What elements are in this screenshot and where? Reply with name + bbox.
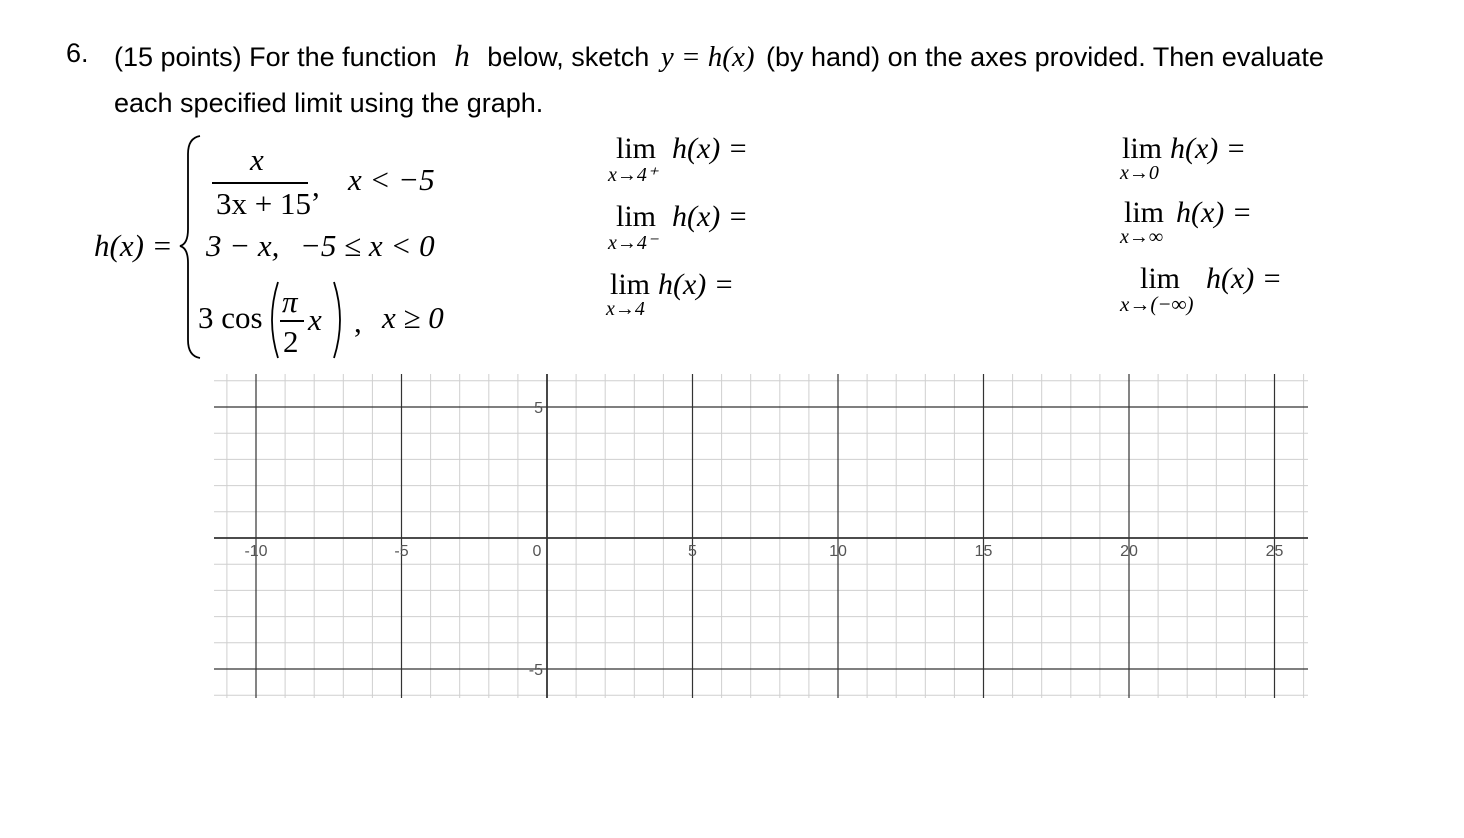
limit-2-expr: h(x) = <box>672 200 749 233</box>
limit-2-sub: x→4⁻ <box>608 232 658 254</box>
limit-6-lim: lim <box>1140 262 1181 295</box>
limit-4-sub: x→0 <box>1120 162 1159 184</box>
x-tick-label: 20 <box>1120 543 1138 560</box>
limit-2-lim: lim <box>616 200 657 233</box>
case2-condition: −5 ≤ x < 0 <box>300 228 435 263</box>
x-tick-label: 25 <box>1265 543 1284 560</box>
function-name: h <box>454 38 470 73</box>
limit-6-sub: x→(−∞) <box>1120 292 1194 316</box>
piecewise-lhs: h(x) = <box>94 228 173 263</box>
equation: y = h(x) <box>660 41 755 73</box>
case3-x: x <box>308 302 322 337</box>
case3-two: 2 <box>283 324 299 359</box>
case1-condition: x < −5 <box>348 162 435 197</box>
limit-1-lim: lim <box>616 132 657 165</box>
case3-pi: π <box>282 284 298 319</box>
x-tick-label: 15 <box>974 543 993 560</box>
case1-comma: , <box>312 168 320 203</box>
x-tick-label: -5 <box>394 543 409 560</box>
line1-text-c: (by hand) on the axes provided. Then evaluate <box>766 42 1324 72</box>
case3-coefficient: 3 cos <box>198 300 263 335</box>
limit-5-lim: lim <box>1124 196 1165 229</box>
limit-5-sub: x→∞ <box>1120 226 1164 248</box>
x-tick-label: 0 <box>532 543 542 560</box>
limit-4-lim: lim <box>1122 132 1163 165</box>
points-label: (15 points) <box>114 42 242 72</box>
line1-text-a: For the function <box>249 42 437 72</box>
limit-5-expr: h(x) = <box>1176 196 1253 229</box>
x-tick-label: -10 <box>244 543 268 560</box>
limit-3-expr: h(x) = <box>658 268 735 301</box>
limit-6-expr: h(x) = <box>1206 262 1283 295</box>
limit-1-sub: x→4⁺ <box>608 164 658 186</box>
problem-line-2: each specified limit using the graph. <box>114 88 544 118</box>
limit-3-lim: lim <box>610 268 651 301</box>
case2-expression: 3 − x, <box>206 228 280 263</box>
y-tick-label: -5 <box>528 662 543 679</box>
limit-1-expr: h(x) = <box>672 132 749 165</box>
case1-numerator: x <box>250 142 264 177</box>
problem-number: 6. <box>66 38 89 68</box>
x-tick-label: 10 <box>829 543 847 560</box>
y-tick-label: 5 <box>534 400 543 417</box>
case1-denominator: 3x + 15 <box>216 186 311 221</box>
x-tick-label: 5 <box>688 543 697 560</box>
line1-text-b: below, sketch <box>487 42 650 72</box>
limit-3-sub: x→4 <box>606 298 645 320</box>
case3-condition: x ≥ 0 <box>382 300 444 335</box>
limit-4-expr: h(x) = <box>1170 132 1247 165</box>
case3-comma: , <box>354 304 362 339</box>
